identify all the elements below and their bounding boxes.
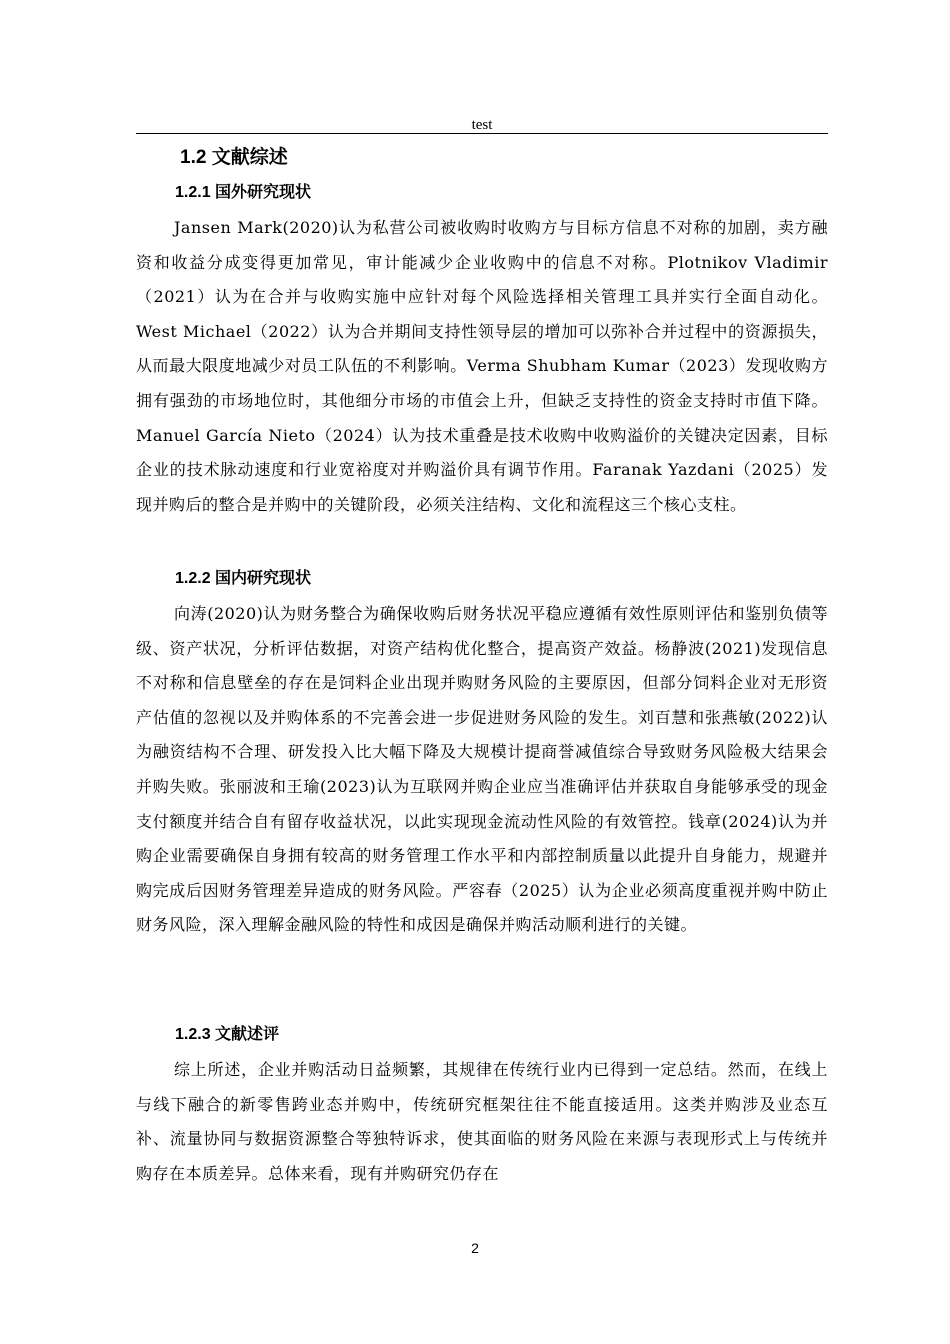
paragraph-domestic-research: 向涛(2020)认为财务整合为确保收购后财务状况平稳应遵循有效性原则评估和鉴别负债等级、资产状况，分析评估数据，对资产结构优化整合，提高资产效益。杨静波(2021)发现信息不对称和信息壁垒的存在是饲料企业出现并购财务风险的主要原因，但部分饲料企业对无形资产估值的忽视以及并购体系的不完善会进一步促进财务风险的发生。刘百慧和张燕敏(2022)认为融资结构不合理、研发投入比大幅下降及大规模计提商誉减值综合导致财务风险极大结果会并购失败。张丽波和王瑜(2023)认为互联网并购企业应当准确评估并获取自身能够承受的现金支付额度并结合自有留存收益状况，以此实现现金流动性风险的有效管控。钱章(2024)认为并购企业需要确保自身拥有较高的财务管理工作水平和内部控制质量以此提升自身能力，规避并购完成后因财务管理差异造成的财务风险。严容春（2025）认为企业必须高度重视并购中防止财务风险，深入理解金融风险的特性和成因是确保并购活动顺利进行的关键。: [136, 604, 828, 935]
page-number: 2: [471, 1240, 479, 1256]
paragraph-foreign-research: Jansen Mark(2020)认为私营公司被收购时收购方与目标方信息不对称的加剧，卖方融资和收益分成变得更加常见，审计能减少企业收购中的信息不对称。Plotnikov Vladimir（2021）认为在合并与收购实施中应针对每个风险选择相关管理工具并实行全面自动化。West Michael（2022）认为合并期间支持性领导层的增加可以弥补合并过程中的资源损失，从而最大限度地减少对员工队伍的不利影响。Verma Shubham Kumar（2023）发现收购方拥有强劲的市场地位时，其他细分市场的市值会上升，但缺乏支持性的资金支持时市值下降。Manuel García Nieto（2024）认为技术重叠是技术收购中收购溢价的关键决定因素，目标企业的技术脉动速度和行业宽裕度对并购溢价具有调节作用。Faranak Yazdani（2025）发现并购后的整合是并购中的关键阶段，必须关注结构、文化和流程这三个核心支柱。: [136, 218, 828, 514]
page-header: test: [471, 117, 493, 133]
section-title: 1.2 文献综述: [180, 147, 288, 168]
subsection-title-foreign: 1.2.1 国外研究现状: [175, 184, 312, 201]
paragraph-literature-review: 综上所述，企业并购活动日益频繁，其规律在传统行业内已得到一定总结。然而，在线上与线下融合的新零售跨业态并购中，传统研究框架往往不能直接适用。这类并购涉及业态互补、流量协同与数据资源整合等独特诉求，使其面临的财务风险在来源与表现形式上与传统并购存在本质差异。总体来看，现有并购研究仍存在: [136, 1060, 828, 1183]
subsection-title-domestic: 1.2.2 国内研究现状: [175, 570, 312, 587]
subsection-title-review: 1.2.3 文献述评: [175, 1026, 280, 1043]
header-divider: [136, 133, 828, 134]
